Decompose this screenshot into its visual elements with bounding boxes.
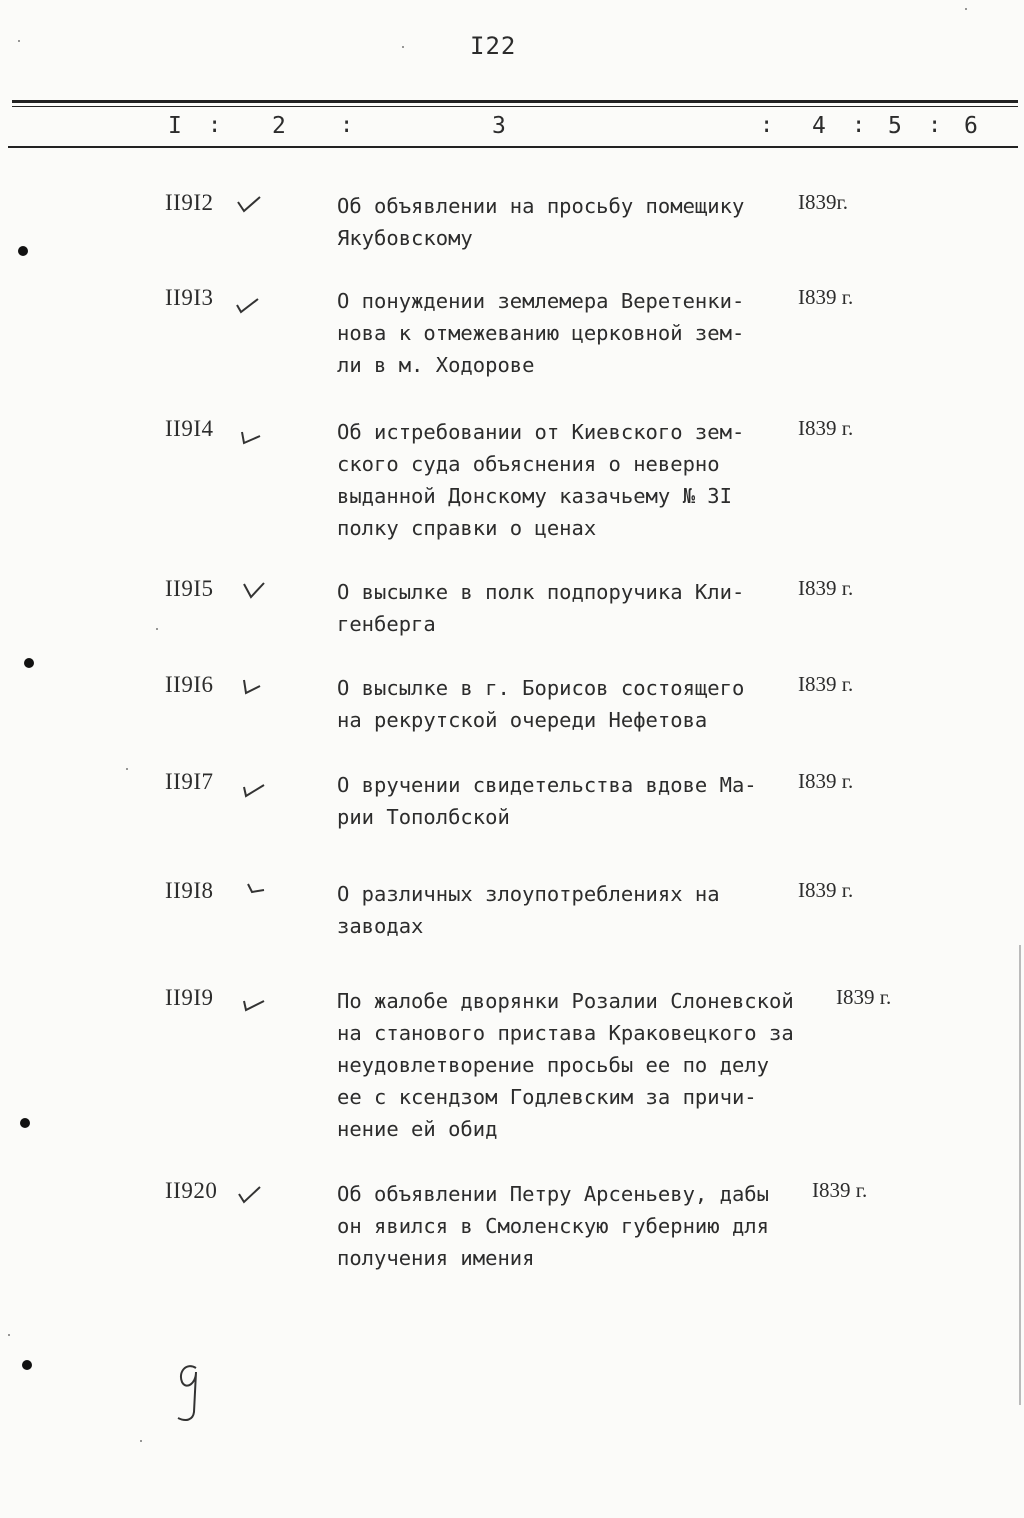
record-number: II9I9 (165, 985, 214, 1010)
scan-speck (965, 8, 967, 10)
record-title: Об объявлении на просьбу помещику Якубовскому (337, 194, 745, 250)
record-title: О понуждении землемера Веретенки- нова к отмежеванию церковной зем- ли в м. Ходорове (337, 289, 745, 377)
record-year: I839 г. (798, 769, 854, 793)
punch-hole-mark (18, 246, 28, 256)
record-title: О высылке в полк подпоручика Кли- генберга (337, 580, 745, 636)
record-number: II9I8 (165, 878, 214, 903)
record-number: II9I2 (165, 190, 214, 215)
scan-speck (126, 768, 128, 770)
record-year: I839 г. (798, 576, 854, 600)
scan-speck (18, 40, 20, 42)
page-number: I22 (470, 32, 517, 60)
check-mark-icon (236, 194, 262, 214)
column-separator: : (208, 113, 222, 138)
record-title: О различных злоупотреблениях на заводах (337, 882, 720, 938)
scan-margin-line (1019, 945, 1021, 1405)
check-mark-icon (236, 1184, 262, 1204)
column-separator: : (928, 113, 942, 138)
scan-speck (140, 1440, 142, 1442)
record-year: I839 г. (798, 672, 854, 696)
header-top-rule (12, 100, 1018, 103)
scan-speck (8, 1334, 10, 1336)
column-header-1: I (168, 113, 182, 139)
check-mark-icon (238, 426, 264, 446)
record-year: I839 г. (812, 1178, 868, 1202)
record-number: II9I7 (165, 769, 214, 794)
header-bottom-rule (8, 146, 1018, 148)
record-year: I839 г. (798, 878, 854, 902)
record-number: II9I3 (165, 285, 214, 310)
record-year: I839 г. (798, 285, 854, 309)
header-top-rule-thin (12, 106, 1018, 107)
record-title: По жалобе дворянки Розалии Слоневской на станового пристава Краковецкого за неудовлетворение просьбы ее по делу ее с ксендзом Годлевским за причи- нение ей обид (337, 989, 794, 1141)
check-mark-icon (244, 880, 270, 900)
column-header-3: 3 (492, 113, 506, 139)
check-mark-icon (242, 580, 268, 600)
record-title: О вручении свидетельства вдове Ма- рии Тополбской (337, 773, 757, 829)
punch-hole-mark (20, 1118, 30, 1128)
record-number: II9I6 (165, 672, 214, 697)
check-mark-icon (240, 779, 266, 799)
column-header-6: 6 (964, 113, 978, 139)
check-mark-icon (240, 993, 266, 1013)
column-separator: : (340, 113, 354, 138)
scan-speck (402, 46, 404, 48)
check-mark-icon (240, 676, 266, 696)
punch-hole-mark (24, 658, 34, 668)
column-header-5: 5 (888, 113, 902, 139)
column-separator: : (760, 113, 774, 138)
punch-hole-mark (22, 1360, 32, 1370)
column-separator: : (852, 113, 866, 138)
record-year: I839г. (798, 190, 848, 214)
record-title: Об истребовании от Киевского зем- ского суда объяснения о неверно выданной Донскому казачьему № 3I полку справки о ценах (337, 420, 745, 540)
column-header-4: 4 (812, 113, 826, 139)
record-number: II9I5 (165, 576, 214, 601)
record-number: II9I4 (165, 416, 214, 441)
record-year: I839 г. (836, 985, 892, 1009)
record-year: I839 г. (798, 416, 854, 440)
handwritten-nine (170, 1360, 210, 1430)
check-mark-icon (234, 295, 260, 315)
record-number: II920 (165, 1178, 218, 1203)
scan-speck (156, 628, 158, 630)
record-title: Об объявлении Петру Арсеньеву, дабы он явился в Смоленскую губернию для получения имения (337, 1182, 769, 1270)
column-header-2: 2 (272, 113, 286, 139)
record-title: О высылке в г. Борисов состоящего на рекрутской очереди Нефетова (337, 676, 745, 732)
